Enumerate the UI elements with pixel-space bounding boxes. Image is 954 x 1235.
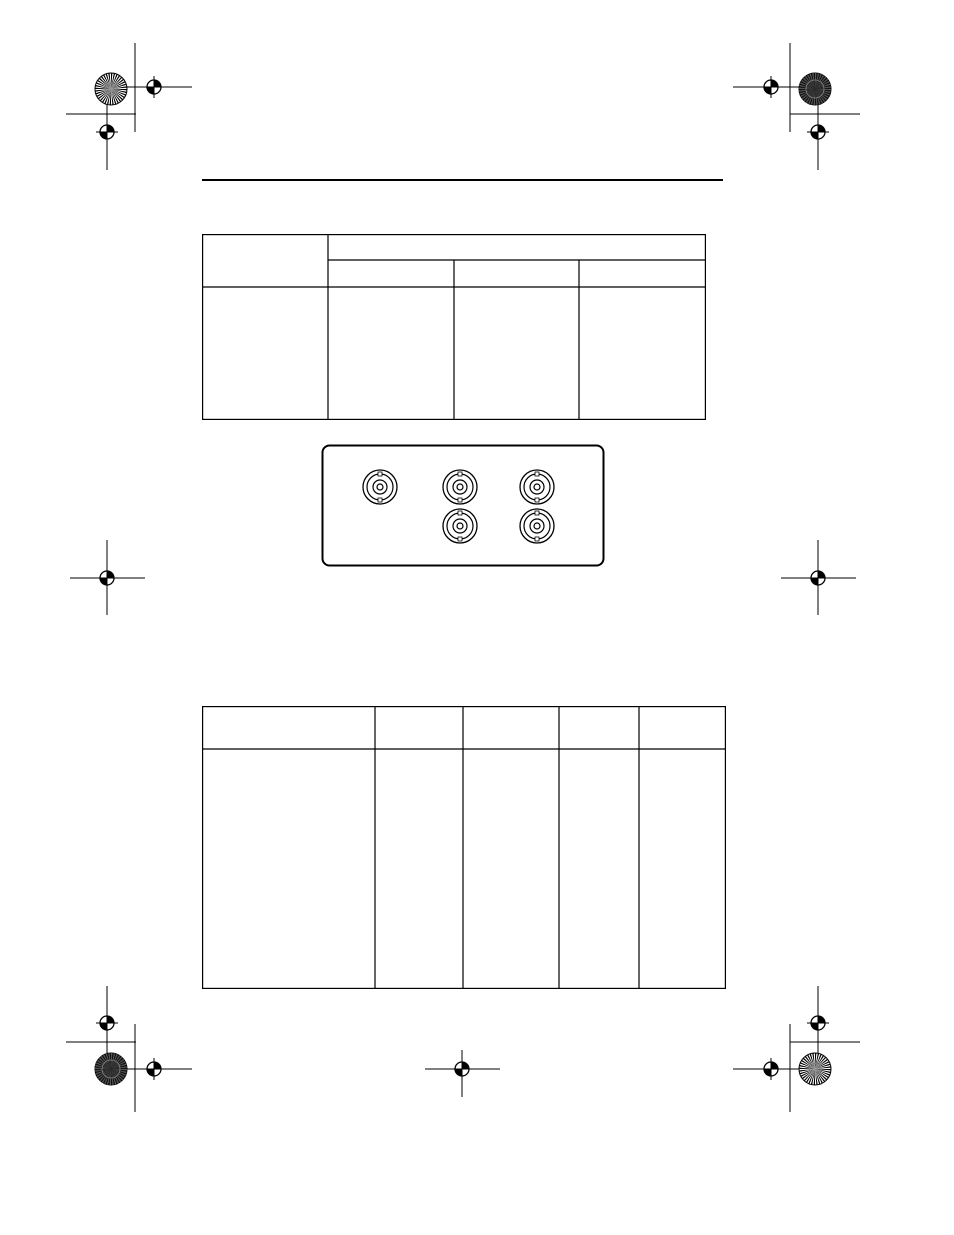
bnc-connector-icon — [441, 468, 479, 506]
bnc-connector-icon — [518, 507, 556, 545]
connector-panel — [321, 444, 605, 568]
crosshair-icon — [807, 1012, 829, 1034]
crosshair-icon — [143, 1058, 165, 1080]
starburst-icon — [798, 1052, 832, 1086]
starburst-icon — [94, 1052, 128, 1086]
crosshair-icon — [807, 121, 829, 143]
crosshair-icon — [760, 76, 782, 98]
bnc-connector-icon — [441, 507, 479, 545]
starburst-icon — [94, 72, 128, 106]
top-table — [202, 234, 706, 420]
bnc-connector-icon — [518, 468, 556, 506]
crosshair-icon — [143, 76, 165, 98]
crosshair-icon — [451, 1058, 473, 1080]
crosshair-icon — [760, 1058, 782, 1080]
header-rule — [202, 179, 723, 181]
starburst-icon — [798, 72, 832, 106]
crosshair-icon — [96, 567, 118, 589]
bnc-connector-icon — [361, 468, 399, 506]
crosshair-icon — [807, 567, 829, 589]
crosshair-icon — [96, 121, 118, 143]
bottom-table — [202, 706, 726, 989]
crosshair-icon — [96, 1012, 118, 1034]
